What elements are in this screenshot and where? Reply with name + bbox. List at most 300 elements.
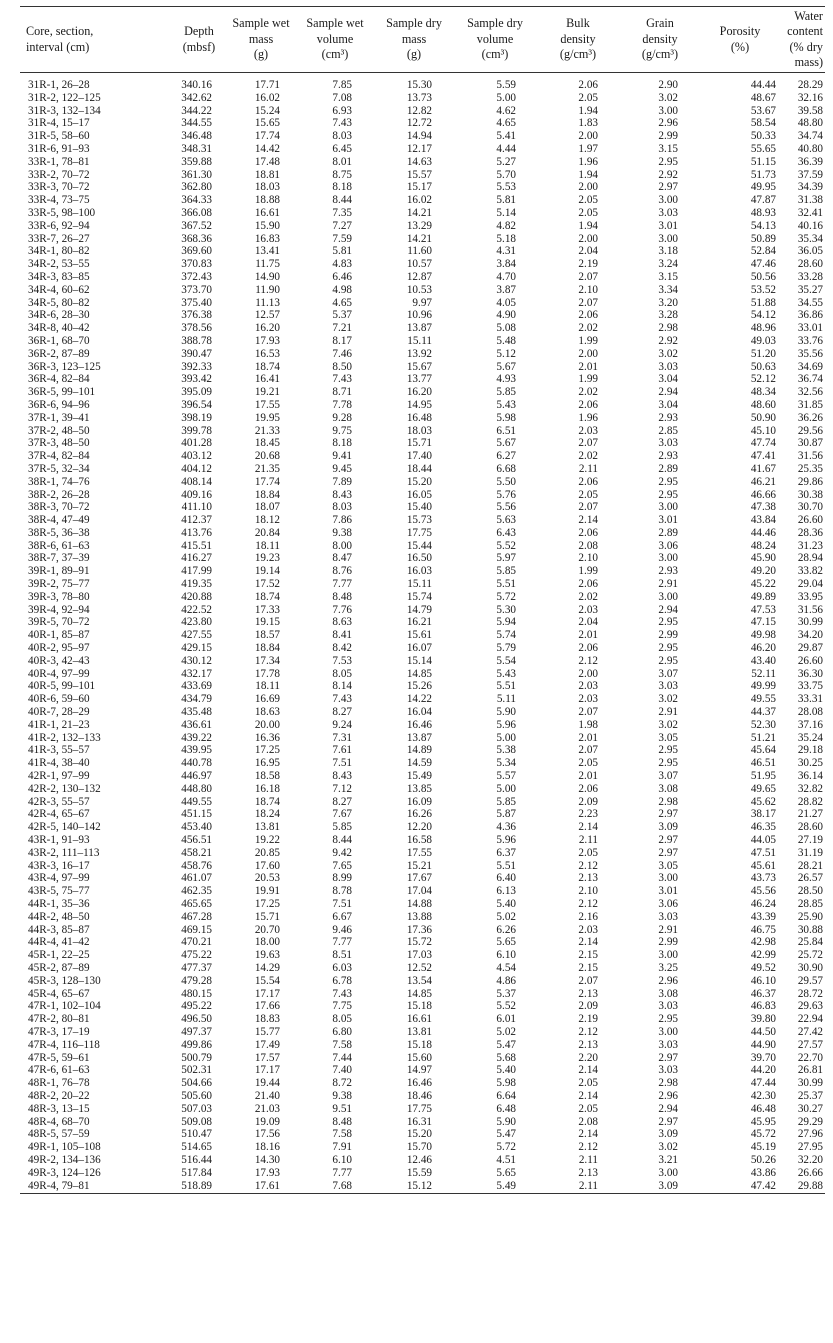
dry-mass-cell: 15.40 bbox=[406, 501, 432, 514]
wet-mass-cell: 19.23 bbox=[254, 552, 280, 565]
porosity-cell: 49.99 bbox=[750, 680, 776, 693]
water-content-cell: 31.85 bbox=[797, 398, 823, 411]
dry-mass-cell: 15.12 bbox=[374, 1180, 454, 1194]
bulk-density-cell: 1.94 bbox=[578, 219, 598, 232]
core-interval-cell: 36R-2, 87–89 bbox=[28, 347, 90, 360]
dry-mass-cell: 16.31 bbox=[406, 1115, 432, 1128]
porosity-cell: 54.13 bbox=[750, 219, 776, 232]
wet-mass-cell: 19.21 bbox=[254, 386, 280, 399]
depth-cell: 359.88 bbox=[181, 155, 212, 168]
depth-cell: 415.51 bbox=[181, 539, 212, 552]
bulk-density-cell: 2.13 bbox=[578, 1038, 598, 1051]
grain-density-cell: 3.09 bbox=[658, 821, 678, 834]
wet-volume-cell: 7.68 bbox=[296, 1180, 374, 1194]
bulk-density-cell: 2.06 bbox=[578, 79, 598, 91]
depth-cell: 475.22 bbox=[181, 949, 212, 962]
dry-mass-cell: 10.53 bbox=[406, 283, 432, 296]
table-row bbox=[20, 706, 825, 719]
table-row bbox=[20, 348, 825, 361]
bulk-density-cell: 2.19 bbox=[578, 258, 598, 271]
table-row bbox=[20, 988, 825, 1001]
bulk-density-cell: 2.00 bbox=[578, 667, 598, 680]
wet-volume-cell: 8.78 bbox=[332, 885, 352, 898]
table-row bbox=[20, 1154, 825, 1167]
wet-volume-cell: 7.43 bbox=[332, 373, 352, 386]
wet-volume-cell: 8.75 bbox=[332, 168, 352, 181]
dry-mass-cell: 16.05 bbox=[406, 488, 432, 501]
wet-mass-cell: 19.14 bbox=[254, 565, 280, 578]
core-interval-cell: 44R-4, 41–42 bbox=[28, 936, 90, 949]
porosity-cell: 51.73 bbox=[750, 168, 776, 181]
core-interval-cell: 34R-5, 80–82 bbox=[28, 296, 90, 309]
dry-mass-cell: 13.85 bbox=[406, 782, 432, 795]
core-interval-cell: 49R-4, 79–81 bbox=[20, 1180, 172, 1194]
depth-cell: 448.80 bbox=[181, 782, 212, 795]
dry-volume-cell: 5.02 bbox=[496, 910, 516, 923]
wet-volume-cell: 7.77 bbox=[332, 1166, 352, 1179]
grain-density-cell: 2.93 bbox=[658, 411, 678, 424]
depth-cell: 395.09 bbox=[181, 386, 212, 399]
wet-mass-cell: 15.71 bbox=[254, 910, 280, 923]
wet-volume-cell: 7.67 bbox=[332, 808, 352, 821]
wet-volume-cell: 8.99 bbox=[332, 872, 352, 885]
bulk-density-cell: 2.08 bbox=[578, 1115, 598, 1128]
grain-density-cell: 2.94 bbox=[658, 386, 678, 399]
wet-mass-cell: 18.11 bbox=[255, 539, 280, 552]
core-interval-cell: 47R-3, 17–19 bbox=[28, 1025, 90, 1038]
dry-mass-cell: 14.21 bbox=[406, 206, 432, 219]
water-content-cell: 30.38 bbox=[797, 488, 823, 501]
porosity-cell: 46.75 bbox=[750, 923, 776, 936]
depth-cell: 435.48 bbox=[181, 706, 212, 719]
wet-volume-cell: 7.59 bbox=[332, 232, 352, 245]
porosity-cell: 45.62 bbox=[750, 795, 776, 808]
dry-mass-cell: 14.95 bbox=[406, 398, 432, 411]
grain-density-cell: 3.03 bbox=[658, 680, 678, 693]
dry-mass-cell: 15.71 bbox=[406, 437, 432, 450]
depth-cell: 362.80 bbox=[181, 181, 212, 194]
porosity-cell: 49.98 bbox=[750, 629, 776, 642]
porosity-cell: 51.20 bbox=[750, 347, 776, 360]
porosity-cell: 49.55 bbox=[750, 693, 776, 706]
bulk-density-cell: 2.23 bbox=[578, 808, 598, 821]
table-row bbox=[20, 527, 825, 540]
table-row bbox=[20, 629, 825, 642]
water-content-cell: 25.35 bbox=[797, 462, 823, 475]
wet-volume-cell: 8.01 bbox=[332, 155, 352, 168]
core-interval-cell: 38R-5, 36–38 bbox=[28, 526, 90, 539]
table-row bbox=[20, 808, 825, 821]
core-interval-cell: 38R-7, 37–39 bbox=[28, 552, 90, 565]
porosity-cell: 45.61 bbox=[750, 859, 776, 872]
wet-mass-cell: 20.84 bbox=[254, 526, 280, 539]
table-row bbox=[20, 693, 825, 706]
water-content-cell: 29.88 bbox=[780, 1180, 825, 1194]
table-row bbox=[20, 489, 825, 502]
wet-mass-cell: 19.91 bbox=[254, 885, 280, 898]
core-interval-cell: 38R-6, 61–63 bbox=[28, 539, 90, 552]
wet-volume-cell: 9.45 bbox=[332, 462, 352, 475]
dry-mass-cell: 12.20 bbox=[406, 821, 432, 834]
table-row bbox=[20, 1052, 825, 1065]
dry-mass-cell: 15.60 bbox=[406, 1051, 432, 1064]
water-content-cell: 36.74 bbox=[797, 373, 823, 386]
dry-mass-cell: 16.61 bbox=[406, 1013, 432, 1026]
dry-mass-cell: 15.72 bbox=[406, 936, 432, 949]
dry-mass-cell: 16.50 bbox=[406, 552, 432, 565]
dry-volume-cell: 4.36 bbox=[496, 821, 516, 834]
depth-cell: 505.60 bbox=[181, 1089, 212, 1102]
core-interval-cell: 43R-5, 75–77 bbox=[28, 885, 90, 898]
porosity-cell: 45.19 bbox=[750, 1141, 776, 1154]
depth-cell: 449.55 bbox=[181, 795, 212, 808]
dry-volume-cell: 5.65 bbox=[496, 936, 516, 949]
core-interval-cell: 33R-4, 73–75 bbox=[28, 194, 90, 207]
wet-volume-cell: 8.05 bbox=[332, 667, 352, 680]
core-interval-cell: 31R-5, 58–60 bbox=[28, 130, 90, 143]
porosity-cell: 44.20 bbox=[750, 1064, 776, 1077]
grain-density-cell: 2.95 bbox=[658, 1013, 678, 1026]
water-content-cell: 40.80 bbox=[797, 142, 823, 155]
dry-mass-cell: 12.17 bbox=[406, 142, 432, 155]
dry-mass-cell: 17.40 bbox=[406, 450, 432, 463]
dry-mass-cell: 15.14 bbox=[406, 654, 432, 667]
wet-mass-cell: 19.15 bbox=[254, 616, 280, 629]
wet-mass-cell: 16.83 bbox=[254, 232, 280, 245]
grain-density-cell: 3.01 bbox=[658, 219, 678, 232]
porosity-cell: 45.95 bbox=[750, 1115, 776, 1128]
bulk-density-cell: 2.11 bbox=[536, 1180, 620, 1194]
core-interval-cell: 37R-4, 82–84 bbox=[28, 450, 90, 463]
porosity-cell: 48.93 bbox=[750, 206, 776, 219]
table-row bbox=[20, 1039, 825, 1052]
dry-volume-cell: 5.43 bbox=[496, 398, 516, 411]
grain-density-cell: 3.07 bbox=[658, 770, 678, 783]
porosity-cell: 44.44 bbox=[750, 79, 776, 91]
bulk-density-cell: 2.12 bbox=[578, 898, 598, 910]
wet-volume-cell: 7.89 bbox=[332, 475, 352, 488]
porosity-cell: 48.96 bbox=[750, 322, 776, 335]
dry-mass-cell: 15.18 bbox=[406, 1038, 432, 1051]
grain-density-cell: 2.93 bbox=[658, 450, 678, 463]
bulk-density-cell: 2.14 bbox=[578, 821, 598, 834]
bulk-density-cell: 1.96 bbox=[578, 155, 598, 168]
wet-mass-cell: 17.17 bbox=[254, 987, 280, 1000]
depth-cell: 430.12 bbox=[181, 654, 212, 667]
grain-density-cell: 2.94 bbox=[658, 603, 678, 616]
header-line: Depth bbox=[184, 24, 214, 38]
table-row bbox=[20, 207, 825, 220]
core-interval-cell: 34R-8, 40–42 bbox=[28, 322, 90, 335]
depth-cell: 368.36 bbox=[181, 232, 212, 245]
core-interval-cell: 42R-1, 97–99 bbox=[28, 770, 90, 783]
table-row bbox=[20, 680, 825, 693]
porosity-cell: 43.86 bbox=[750, 1166, 776, 1179]
water-content-cell: 29.57 bbox=[797, 974, 823, 987]
wet-mass-cell: 18.84 bbox=[254, 488, 280, 501]
porosity-cell: 49.89 bbox=[750, 590, 776, 603]
bulk-density-cell: 2.14 bbox=[578, 514, 598, 527]
table-row bbox=[20, 73, 825, 92]
wet-volume-cell: 8.03 bbox=[332, 130, 352, 143]
wet-volume-cell: 7.43 bbox=[332, 117, 352, 130]
dry-mass-cell: 16.02 bbox=[406, 194, 432, 207]
core-interval-cell: 47R-6, 61–63 bbox=[28, 1064, 90, 1077]
porosity-cell: 46.35 bbox=[750, 821, 776, 834]
dry-volume-cell: 6.37 bbox=[496, 846, 516, 859]
wet-mass-cell: 18.07 bbox=[254, 501, 280, 514]
bulk-density-cell: 2.07 bbox=[578, 296, 598, 309]
porosity-cell: 43.40 bbox=[750, 654, 776, 667]
water-content-cell: 36.39 bbox=[797, 155, 823, 168]
grain-density-cell: 2.98 bbox=[658, 322, 678, 335]
wet-volume-cell: 7.31 bbox=[332, 731, 352, 744]
header-line: (g/cm³) bbox=[559, 47, 597, 62]
core-interval-cell: 36R-1, 68–70 bbox=[28, 334, 90, 347]
table-header bbox=[20, 7, 825, 73]
depth-cell: 433.69 bbox=[181, 680, 212, 693]
table-row bbox=[20, 143, 825, 156]
dry-volume-cell: 3.84 bbox=[496, 258, 516, 271]
dry-volume-cell: 6.13 bbox=[496, 885, 516, 898]
wet-mass-cell: 17.49 bbox=[254, 1038, 280, 1051]
grain-density-cell: 3.06 bbox=[658, 539, 678, 552]
water-content-cell: 34.74 bbox=[797, 130, 823, 143]
bulk-density-cell: 2.07 bbox=[578, 437, 598, 450]
depth-cell: 458.21 bbox=[181, 846, 212, 859]
porosity-cell: 42.98 bbox=[750, 936, 776, 949]
dry-volume-cell: 5.65 bbox=[496, 1166, 516, 1179]
wet-mass-cell: 18.57 bbox=[254, 629, 280, 642]
bulk-density-cell: 1.99 bbox=[578, 334, 598, 347]
depth-cell: 367.52 bbox=[181, 219, 212, 232]
bulk-density-cell: 2.11 bbox=[578, 834, 598, 847]
depth-cell: 427.55 bbox=[181, 629, 212, 642]
dry-volume-cell: 5.47 bbox=[496, 1128, 516, 1141]
grain-density-cell: 2.95 bbox=[658, 744, 678, 757]
porosity-cell: 50.63 bbox=[750, 360, 776, 373]
table-row bbox=[20, 616, 825, 629]
dry-volume-cell: 6.27 bbox=[496, 450, 516, 463]
dry-volume-cell: 5.85 bbox=[496, 386, 516, 399]
core-interval-cell: 34R-3, 83–85 bbox=[28, 270, 90, 283]
core-interval-cell: 33R-2, 70–72 bbox=[28, 168, 90, 181]
porosity-cell: 52.30 bbox=[750, 718, 776, 731]
depth-cell: 413.76 bbox=[181, 526, 212, 539]
table-row bbox=[20, 335, 825, 348]
dry-volume-cell: 5.98 bbox=[496, 1077, 516, 1090]
core-interval-cell: 34R-2, 53–55 bbox=[28, 258, 90, 271]
depth-cell: 439.22 bbox=[181, 731, 212, 744]
bulk-density-cell: 2.10 bbox=[578, 283, 598, 296]
depth-cell: 479.28 bbox=[181, 974, 212, 987]
bulk-density-cell: 2.13 bbox=[578, 872, 598, 885]
water-content-cell: 32.56 bbox=[797, 386, 823, 399]
wet-volume-cell: 8.18 bbox=[332, 437, 352, 450]
grain-density-cell: 2.97 bbox=[658, 181, 678, 194]
core-interval-cell: 41R-4, 38–40 bbox=[28, 757, 90, 770]
bulk-density-cell: 2.05 bbox=[578, 846, 598, 859]
wet-volume-cell: 8.44 bbox=[332, 194, 352, 207]
header-line: Water bbox=[794, 8, 823, 23]
wet-mass-cell: 18.03 bbox=[254, 181, 280, 194]
bulk-density-cell: 2.08 bbox=[578, 539, 598, 552]
bulk-density-cell: 2.20 bbox=[578, 1051, 598, 1064]
dry-volume-cell: 5.85 bbox=[496, 795, 516, 808]
grain-density-cell: 3.04 bbox=[658, 373, 678, 386]
table-row bbox=[20, 258, 825, 271]
table-row bbox=[20, 1000, 825, 1013]
table-row bbox=[20, 412, 825, 425]
bulk-density-cell: 2.05 bbox=[578, 1077, 598, 1090]
header-line: mass bbox=[248, 31, 274, 46]
water-content-cell: 32.16 bbox=[797, 91, 823, 104]
dry-volume-cell: 5.68 bbox=[496, 1051, 516, 1064]
dry-mass-cell: 10.96 bbox=[406, 309, 432, 322]
depth-cell: 373.70 bbox=[181, 283, 212, 296]
grain-density-cell: 3.15 bbox=[658, 142, 678, 155]
dry-mass-cell: 13.73 bbox=[406, 91, 432, 104]
porosity-cell: 52.11 bbox=[751, 667, 776, 680]
core-interval-cell: 39R-2, 75–77 bbox=[28, 578, 90, 591]
table-row bbox=[20, 181, 825, 194]
table-row bbox=[20, 591, 825, 604]
dry-volume-cell: 5.47 bbox=[496, 1038, 516, 1051]
grain-density-cell: 3.00 bbox=[658, 104, 678, 117]
core-interval-cell: 36R-4, 82–84 bbox=[28, 373, 90, 386]
wet-volume-cell: 7.21 bbox=[332, 322, 352, 335]
bulk-density-cell: 1.99 bbox=[578, 373, 598, 386]
table-row bbox=[20, 361, 825, 374]
dry-volume-cell: 5.14 bbox=[496, 206, 516, 219]
table-row bbox=[20, 169, 825, 182]
wet-mass-cell: 16.61 bbox=[254, 206, 280, 219]
depth-cell: 370.83 bbox=[181, 258, 212, 271]
wet-mass-cell: 17.74 bbox=[254, 130, 280, 143]
wet-volume-cell: 8.72 bbox=[332, 1077, 352, 1090]
bulk-density-cell: 2.00 bbox=[578, 347, 598, 360]
wet-mass-cell: 17.61 bbox=[226, 1180, 296, 1194]
porosity-cell: 46.20 bbox=[750, 642, 776, 655]
dry-volume-cell: 5.40 bbox=[496, 898, 516, 910]
dry-mass-cell: 13.54 bbox=[406, 974, 432, 987]
wet-volume-cell: 6.10 bbox=[332, 1153, 352, 1166]
core-interval-cell: 39R-3, 78–80 bbox=[28, 590, 90, 603]
water-content-cell: 29.63 bbox=[797, 1000, 823, 1013]
dry-volume-cell: 5.12 bbox=[496, 347, 516, 360]
dry-volume-cell: 5.53 bbox=[496, 181, 516, 194]
depth-cell: 469.15 bbox=[181, 923, 212, 936]
wet-volume-cell: 9.24 bbox=[332, 718, 352, 731]
porosity-cell: 47.15 bbox=[750, 616, 776, 629]
wet-volume-cell: 8.42 bbox=[332, 642, 352, 655]
wet-volume-cell: 8.76 bbox=[332, 565, 352, 578]
header-wet-mass bbox=[226, 7, 296, 73]
bulk-density-cell: 2.16 bbox=[578, 910, 598, 923]
dry-volume-cell: 5.51 bbox=[496, 578, 516, 591]
wet-mass-cell: 18.00 bbox=[254, 936, 280, 949]
dry-mass-cell: 15.59 bbox=[406, 1166, 432, 1179]
wet-volume-cell: 8.48 bbox=[332, 590, 352, 603]
porosity-cell: 47.42 bbox=[700, 1180, 780, 1194]
porosity-cell: 47.44 bbox=[750, 1077, 776, 1090]
porosity-cell: 49.20 bbox=[750, 565, 776, 578]
dry-volume-cell: 5.08 bbox=[496, 322, 516, 335]
depth-cell: 361.30 bbox=[181, 168, 212, 181]
header-line: Sample wet bbox=[306, 16, 364, 31]
dry-volume-cell: 4.31 bbox=[496, 245, 516, 258]
depth-cell: 409.16 bbox=[181, 488, 212, 501]
grain-density-cell: 3.00 bbox=[658, 552, 678, 565]
water-content-cell: 27.42 bbox=[797, 1025, 823, 1038]
water-content-cell: 26.60 bbox=[797, 654, 823, 667]
dry-volume-cell: 4.86 bbox=[496, 974, 516, 987]
porosity-cell: 50.26 bbox=[750, 1153, 776, 1166]
bulk-density-cell: 2.05 bbox=[578, 194, 598, 207]
core-interval-cell: 42R-5, 140–142 bbox=[28, 821, 101, 834]
wet-volume-cell: 8.47 bbox=[332, 552, 352, 565]
wet-mass-cell: 17.25 bbox=[254, 898, 280, 910]
dry-mass-cell: 15.74 bbox=[406, 590, 432, 603]
wet-mass-cell: 16.53 bbox=[254, 347, 280, 360]
wet-mass-cell: 16.95 bbox=[254, 757, 280, 770]
core-interval-cell: 33R-7, 26–27 bbox=[28, 232, 90, 245]
core-interval-cell: 37R-3, 48–50 bbox=[28, 437, 90, 450]
core-interval-cell: 41R-1, 21–23 bbox=[28, 718, 90, 731]
wet-volume-cell: 8.50 bbox=[332, 360, 352, 373]
wet-volume-cell: 7.46 bbox=[332, 347, 352, 360]
table-row bbox=[20, 975, 825, 988]
water-content-cell: 34.69 bbox=[797, 360, 823, 373]
dry-volume-cell: 5.56 bbox=[496, 501, 516, 514]
grain-density-cell: 3.28 bbox=[658, 309, 678, 322]
core-interval-cell: 40R-7, 28–29 bbox=[28, 706, 90, 719]
depth-cell: 378.56 bbox=[181, 322, 212, 335]
table-row bbox=[20, 847, 825, 860]
bulk-density-cell: 2.07 bbox=[578, 974, 598, 987]
core-interval-cell: 48R-1, 76–78 bbox=[28, 1077, 90, 1090]
core-interval-cell: 49R-2, 134–136 bbox=[28, 1153, 101, 1166]
porosity-cell: 42.30 bbox=[750, 1089, 776, 1102]
bulk-density-cell: 2.15 bbox=[578, 949, 598, 962]
dry-mass-cell: 14.85 bbox=[406, 667, 432, 680]
wet-volume-cell: 6.78 bbox=[332, 974, 352, 987]
wet-volume-cell: 7.44 bbox=[332, 1051, 352, 1064]
porosity-cell: 46.51 bbox=[750, 757, 776, 770]
wet-mass-cell: 15.90 bbox=[254, 219, 280, 232]
porosity-cell: 45.10 bbox=[750, 424, 776, 437]
grain-density-cell: 3.02 bbox=[658, 1141, 678, 1154]
water-content-cell: 34.39 bbox=[797, 181, 823, 194]
wet-mass-cell: 21.03 bbox=[254, 1102, 280, 1115]
porosity-cell: 45.56 bbox=[750, 885, 776, 898]
wet-volume-cell: 8.27 bbox=[332, 706, 352, 719]
wet-mass-cell: 19.63 bbox=[254, 949, 280, 962]
grain-density-cell: 3.05 bbox=[658, 731, 678, 744]
depth-cell: 422.52 bbox=[181, 603, 212, 616]
wet-mass-cell: 20.00 bbox=[254, 718, 280, 731]
dry-mass-cell: 15.11 bbox=[407, 334, 432, 347]
wet-mass-cell: 17.56 bbox=[254, 1128, 280, 1141]
water-content-cell: 39.58 bbox=[797, 104, 823, 117]
water-content-cell: 30.99 bbox=[797, 1077, 823, 1090]
core-interval-cell: 48R-3, 13–15 bbox=[28, 1102, 90, 1115]
depth-cell: 440.78 bbox=[181, 757, 212, 770]
porosity-cell: 46.66 bbox=[750, 488, 776, 501]
dry-volume-cell: 4.51 bbox=[496, 1153, 516, 1166]
bulk-density-cell: 2.05 bbox=[578, 488, 598, 501]
core-interval-cell: 31R-4, 15–17 bbox=[28, 117, 90, 130]
